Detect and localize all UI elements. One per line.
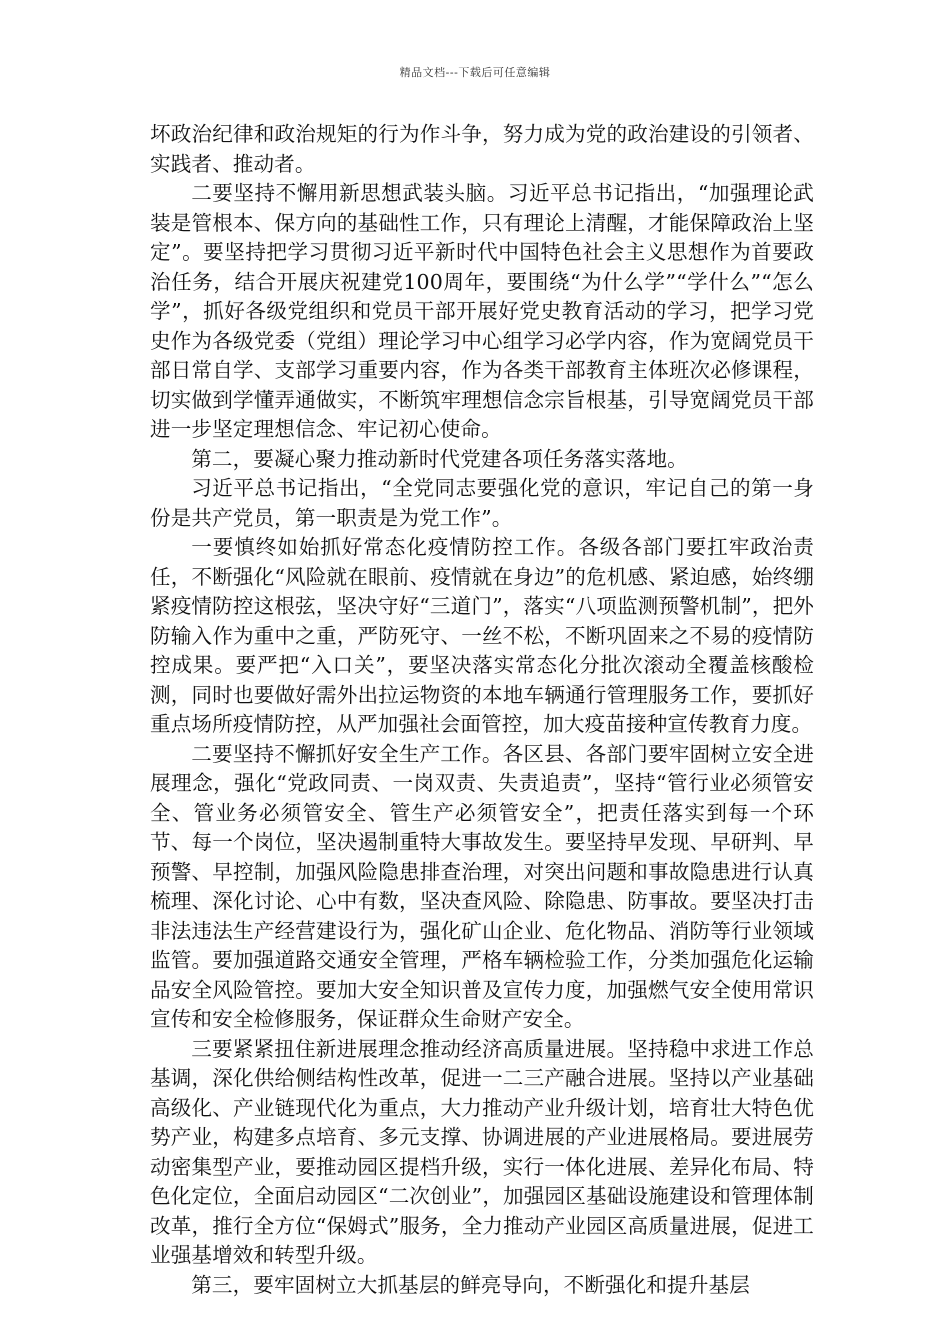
paragraph-6: 二要坚持不懈抓好安全生产工作。各区县、各部门要牢固树立安全进展理念，强化“党政同责、一岗双责、失责追责”，坚持“管行业必须管安全、管业务必须管安全、管生产必须管安全”，把责任落实到每一个环节、每一个岗位，坚决遏制重特大事故发生。要坚持早发现、早研判、早预警、早控制，加强风险隐患排查治理，对突出问题和事故隐患进行认真梳理、深化讨论、心中有数，坚决查风险、除隐患、防事故。要坚决打击非法违法生产经营建设行为，强化矿山企业、危化物品、消防等行业领域监管。要加强道路交通安全管理，严格车辆检验工作，分类加强危化运输品安全风险管控。要加大安全知识普及宣传力度，加强燃气安全使用常识宣传和安全检修服务，保证群众生命财产安全。	[150, 741, 814, 1031]
document-body	[150, 120, 814, 1300]
paragraph-5: 一要慎终如始抓好常态化疫情防控工作。各级各部门要扛牢政治责任，不断强化“风险就在眼前、疫情就在身边”的危机感、紧迫感，始终绷紧疫情防控这根弦，坚决守好“三道门”，落实“八项监测预警机制”，把外防输入作为重中之重，严防死守、一丝不松，不断巩固来之不易的疫情防控成果。要严把“入口关”，要坚决落实常态化分批次滚动全覆盖核酸检测，同时也要做好需外出拉运物资的本地车辆通行管理服务工作，要抓好重点场所疫情防控，从严加强社会面管控，加大疫苗接种宣传教育力度。	[150, 535, 814, 736]
paragraph-2: 二要坚持不懈用新思想武装头脑。习近平总书记指出，“加强理论武装是管根本、保方向的基础性工作，只有理论上清醒，才能保障政治上坚定”。要坚持把学习贯彻习近平新时代中国特色社会主义思想作为首要政治任务，结合开展庆祝建党100周年，要围绕“为什么学”“学什么”“怎么学”，抓好各级党组织和党员干部开展好党史教育活动的学习，把学习党史作为各级党委（党组）理论学习中心组学习必学内容，作为宽阔党员干部日常自学、支部学习重要内容，作为各类干部教育主体班次必修课程，切实做到学懂弄通做实，不断筑牢理想信念宗旨根基，引导宽阔党员干部进一步坚定理想信念、牢记初心使命。	[150, 181, 814, 441]
paragraph-8-heading: 第三，要牢固树立大抓基层的鲜亮导向，不断强化和提升基层	[191, 1272, 750, 1297]
paragraph-4: 习近平总书记指出，“全党同志要强化党的意识，牢记自己的第一身份是共产党员，第一职责是为党工作”。	[150, 476, 814, 530]
page-header: 精品文档---下载后可任意编辑	[399, 66, 551, 79]
paragraph-7: 三要紧紧扭住新进展理念推动经济高质量进展。坚持稳中求进工作总基调，深化供给侧结构性改革，促进一二三产融合进展。坚持以产业基础高级化、产业链现代化为重点，大力推动产业升级计划，培育壮大特色优势产业，构建多点培育、多元支撑、协调进展的产业进展格局。要进展劳动密集型产业，要推动园区提档升级，实行一体化进展、差异化布局、特色化定位，全面启动园区“二次创业”，加强园区基础设施建设和管理体制改革，推行全方位“保姆式”服务，全力推动产业园区高质量进展，促进工业强基增效和转型升级。	[150, 1036, 814, 1267]
paragraph-3-heading: 第二，要凝心聚力推动新时代党建各项任务落实落地。	[191, 446, 688, 471]
paragraph-1: 坏政治纪律和政治规矩的行为作斗争，努力成为党的政治建设的引领者、实践者、推动者。	[150, 122, 814, 176]
